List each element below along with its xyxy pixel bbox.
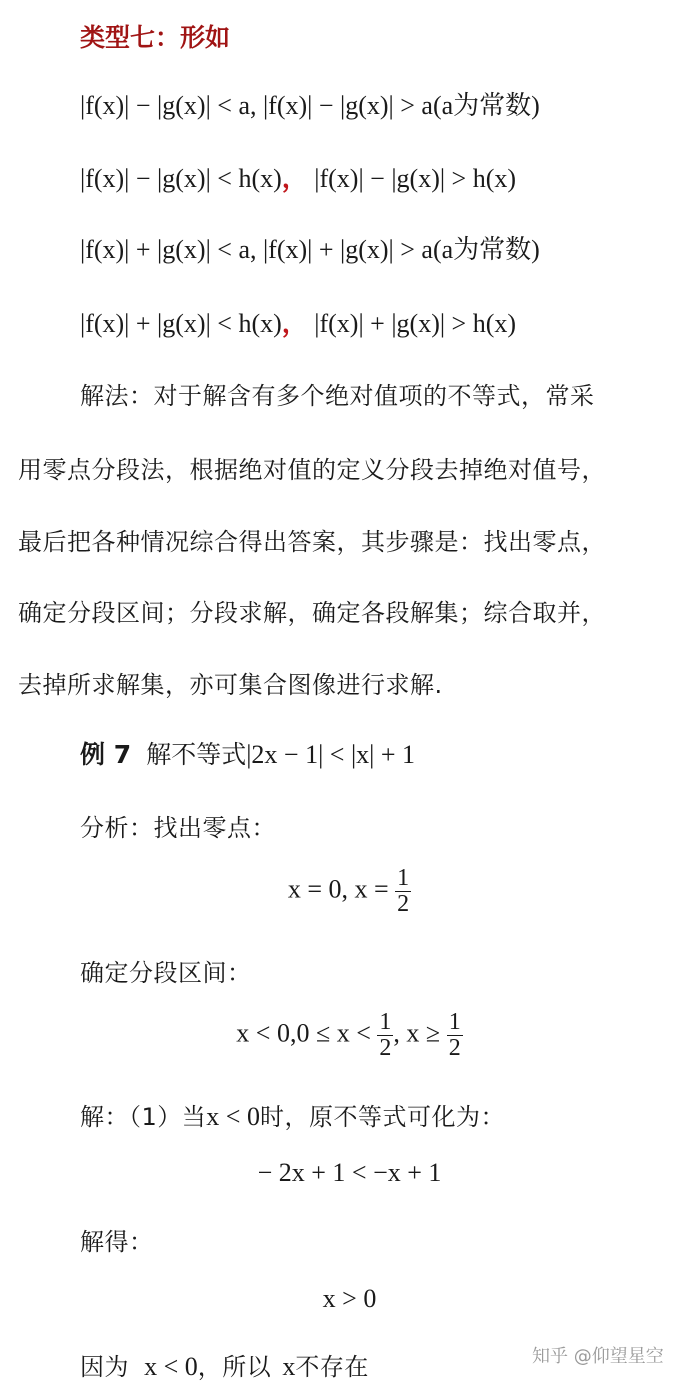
formula-1-text: |f(x)| − |g(x)| < a, |f(x)| − |g(x)| > a(a为常数) [80, 91, 540, 120]
formula-3 [80, 229, 540, 266]
case1-prefix: 解：（1）当 [80, 1103, 207, 1131]
solve-label: 解得： [80, 1228, 154, 1256]
conclusion-condition: x < 0 [144, 1352, 198, 1381]
formula-3-text: |f(x)| + |g(x)| < a, |f(x)| + |g(x)| > a(a为常数) [80, 235, 540, 264]
intervals-fraction-1-den: 2 [379, 1035, 392, 1062]
zeros-lhs: x = 0, x = [287, 874, 389, 904]
case1-suffix: 时，原不等式可化为： [259, 1103, 505, 1131]
formula-2 [80, 158, 516, 195]
case1-inequality: − 2x + 1 < −x + 1 [257, 1158, 442, 1187]
example-line [80, 735, 415, 771]
formula-4-left: |f(x)| + |g(x)| < h(x) [80, 309, 282, 338]
example-label: 例 7 [80, 740, 132, 769]
zeros-fraction-num: 1 [397, 865, 410, 891]
formula-1 [80, 85, 540, 122]
conclusion-variable: x [282, 1352, 296, 1381]
method-line-3: 最后把各种情况综合得出答案，其步骤是：找出零点， [18, 528, 606, 556]
intervals-fraction-1-num: 1 [379, 1009, 392, 1035]
conclusion-because: 因为 [80, 1353, 129, 1381]
case1-line [80, 1097, 505, 1132]
formula-4-right: |f(x)| + |g(x)| > h(x) [314, 309, 517, 338]
section-heading: 类型七：形如 [80, 23, 231, 52]
interval-label: 确定分段区间： [80, 959, 252, 987]
intervals-fraction-2 [447, 1010, 463, 1061]
formula-4 [80, 303, 516, 340]
zeros-fraction [395, 866, 411, 917]
zeros-equation [0, 866, 699, 917]
formula-2-separator: ， [281, 164, 308, 193]
conclusion-line [80, 1347, 369, 1382]
formula-2-left: |f(x)| − |g(x)| < h(x) [80, 164, 282, 193]
conclusion-so: ，所以 [197, 1353, 272, 1381]
example-prompt: 解不等式 [146, 740, 247, 769]
zeros-fraction-den: 2 [397, 891, 410, 918]
intervals-fraction-2-den: 2 [448, 1035, 461, 1062]
solution: x > 0 [322, 1284, 377, 1313]
example-inequality: |2x − 1| < |x| + 1 [246, 740, 416, 769]
conclusion-not-exist: 不存在 [295, 1353, 369, 1381]
method-line-2: 用零点分段法，根据绝对值的定义分段去掉绝对值号， [18, 456, 606, 484]
method-line-5: 去掉所求解集，亦可集合图像进行求解. [18, 671, 443, 699]
intervals-equation [0, 1010, 699, 1061]
intervals-part-2: , x ≥ [393, 1018, 441, 1048]
method-line-1: 解法：对于解含有多个绝对值项的不等式，常采 [80, 382, 595, 410]
method-line-4: 确定分段区间；分段求解，确定各段解集；综合取并， [18, 599, 606, 627]
case1-condition: x < 0 [206, 1102, 260, 1131]
formula-4-separator: ， [281, 309, 308, 338]
intervals-fraction-2-num: 1 [448, 1009, 461, 1035]
zhihu-watermark: 知乎 @仰望星空 [532, 1346, 664, 1367]
formula-2-right: |f(x)| − |g(x)| > h(x) [314, 164, 517, 193]
intervals-fraction-1 [377, 1010, 393, 1061]
intervals-part-1: x < 0,0 ≤ x < [236, 1018, 371, 1048]
analysis-label: 分析：找出零点： [80, 814, 276, 842]
